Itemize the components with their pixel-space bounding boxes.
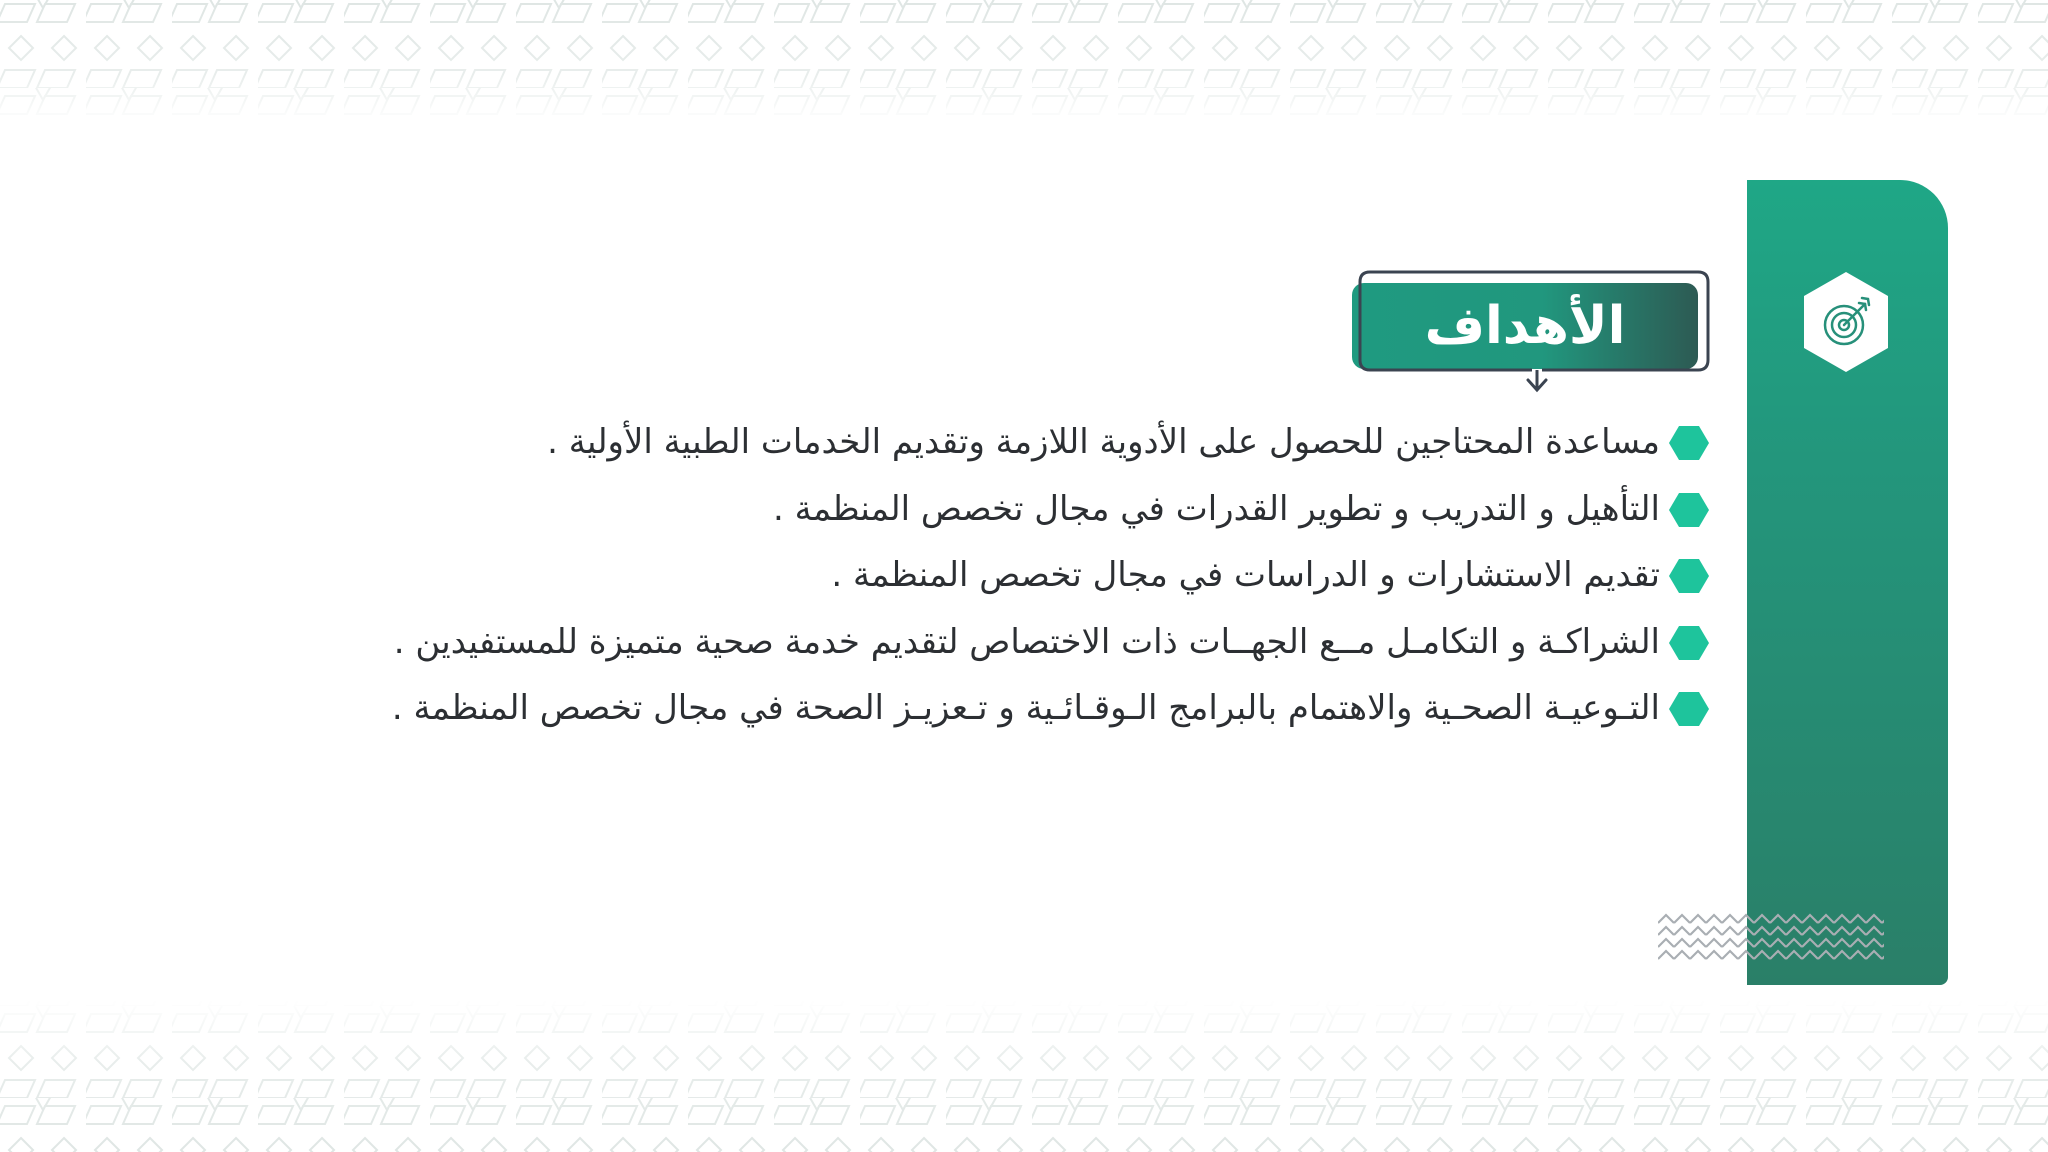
goal-item — [190, 543, 1715, 610]
hexagon-bullet-icon — [1669, 423, 1709, 463]
goal-text: التـوعيـة الصحـية والاهتمام بالبرامج الـوقـائـية و تـعزيـز الصحة في مجال تخصص المنظمة . — [391, 688, 1660, 728]
goal-item — [190, 610, 1715, 677]
title-outline — [1350, 270, 1712, 396]
goal-text: الشراكـة و التكامـل مــع الجهــات ذات الاختصاص لتقديم خدمة صحية متميزة للمستفيدين . — [393, 621, 1660, 662]
background-pattern-bottom — [0, 1000, 2048, 1152]
goal-item — [190, 477, 1715, 544]
zigzag-decoration — [1658, 913, 1884, 961]
target-icon — [1801, 270, 1891, 374]
goal-item — [190, 410, 1715, 477]
hexagon-bullet-icon — [1669, 623, 1709, 663]
background-pattern-top — [0, 0, 2048, 125]
hexagon-bullet-icon — [1669, 556, 1709, 596]
goals-list — [190, 410, 1715, 743]
goal-item — [190, 676, 1715, 743]
goal-text: تقديم الاستشارات و الدراسات في مجال تخصص المنظمة . — [831, 555, 1660, 595]
goal-text: التأهيل و التدريب و تطوير القدرات في مجال تخصص المنظمة . — [773, 488, 1660, 529]
goal-text: مساعدة المحتاجين للحصول على الأدوية اللازمة وتقديم الخدمات الطبية الأولية . — [547, 422, 1660, 462]
hexagon-bullet-icon — [1669, 490, 1709, 530]
hexagon-bullet-icon — [1669, 689, 1709, 729]
section-title: الأهداف — [1424, 296, 1626, 356]
